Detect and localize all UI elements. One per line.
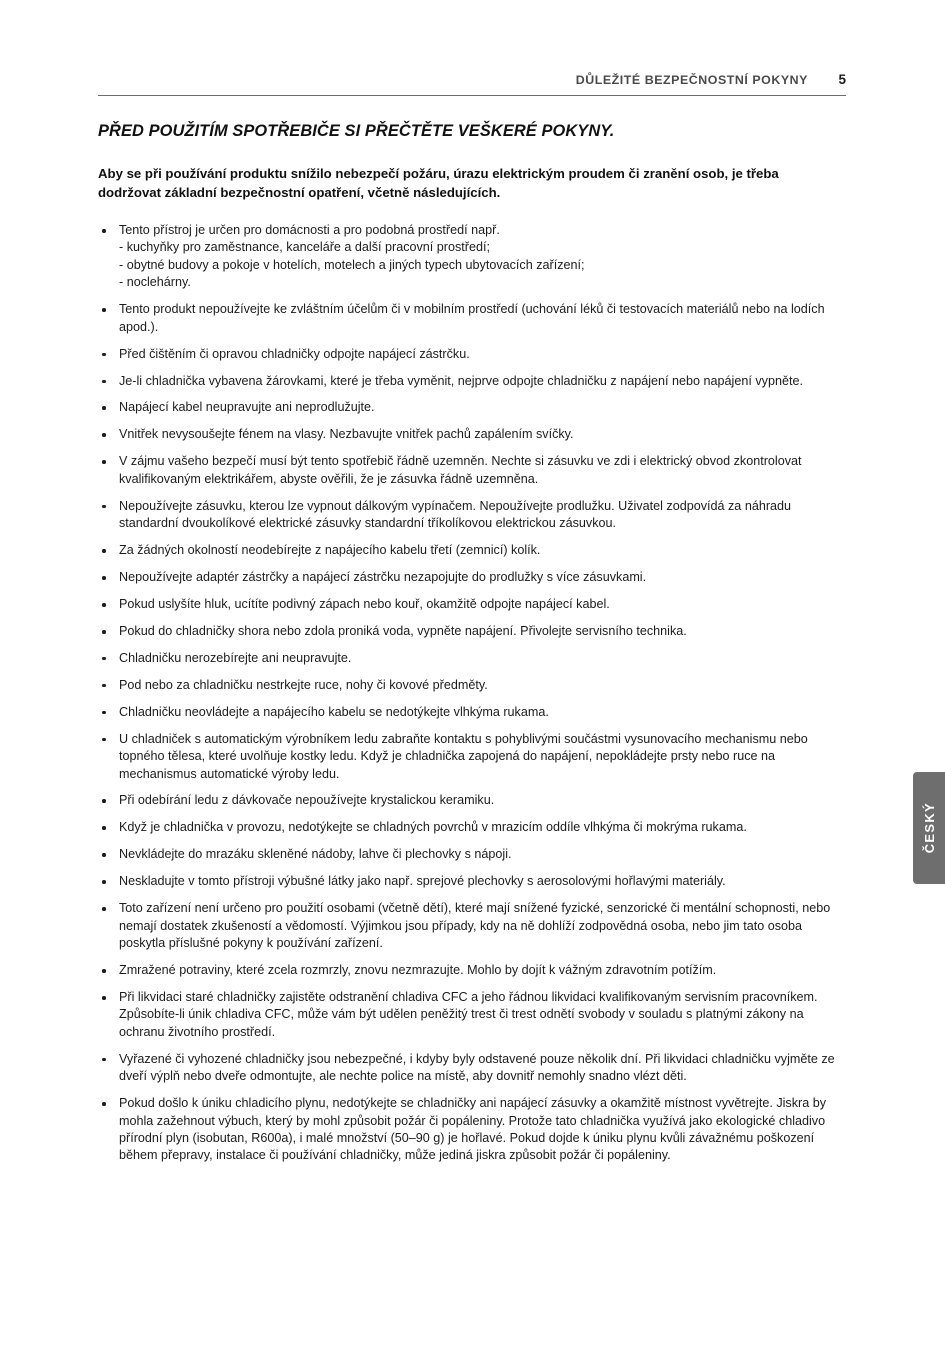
list-item-text: Toto zařízení není určeno pro použití osobami (včetně dětí), které mají snížené fyzické, senzorické či mentální schopnosti, nebo nemají dostatek zkušeností a vědomostí. Výjimkou jsou případy, kdy na ně dohlíží zodpovědná osoba, nebo jim tato osoba poskytla příslušné pokyny k používání zařízení. — [119, 901, 831, 951]
header-page-number: 5 — [838, 72, 846, 87]
list-item-text: Tento produkt nepoužívejte ke zvláštním účelům či v mobilním prostředí (uchování léků či testovacích materiálů nebo na lodích apod.). — [119, 302, 825, 334]
list-item-text: Když je chladnička v provozu, nedotýkejte se chladných povrchů v mrazicím oddíle vlhkýma či mokrýma rukama. — [119, 820, 747, 835]
list-item-text: Před čištěním či opravou chladničky odpojte napájecí zástrčku. — [119, 346, 470, 361]
list-item — [98, 222, 850, 292]
page-header — [98, 72, 846, 96]
page-title: PŘED POUŽITÍM SPOTŘEBIČE SI PŘEČTĚTE VEŠKERÉ POKYNY. — [98, 122, 615, 140]
list-item-text: Pokud došlo k úniku chladicího plynu, nedotýkejte se chladničky ani napájecí zásuvky a okamžitě místnost vyvětrejte. Jiskra by mohla zažehnout výbuch, který by mohl způsobit požár či popáleniny. Protože tato chladnička využívá jako ekologické chladivo přírodní plyn (isobutan, R600a), i malé množství (50–90 g) je hořlavé. Pokud dojde k úniku plynu kvůli závažnému poškození během přepravy, instalace či používání chladničky, může jediná jiskra způsobit požár či popáleniny. — [119, 1096, 827, 1163]
list-item — [98, 346, 850, 363]
list-item — [98, 596, 850, 613]
list-item — [98, 792, 850, 809]
list-item-text: Vnitřek nevysoušejte fénem na vlasy. Nezbavujte vnitřek pachů zapálením svíčky. — [119, 427, 574, 442]
list-item-text: Nepoužívejte adaptér zástrčky a napájecí zástrčku nezapojujte do prodlužky s více zásuvkami. — [119, 570, 647, 585]
list-item — [98, 569, 850, 586]
header-section-title: DŮLEŽITÉ BEZPEČNOSTNÍ POKYNY — [575, 73, 808, 87]
list-item — [98, 819, 850, 836]
list-item — [98, 846, 850, 863]
list-item — [98, 1095, 850, 1165]
list-item — [98, 677, 850, 694]
list-item — [98, 426, 850, 443]
list-item — [98, 498, 850, 533]
list-item — [98, 704, 850, 721]
list-item-text: V zájmu vašeho bezpečí musí být tento spotřebič řádně uzemněn. Nechte si zásuvku ve zdi i elektrický obvod zkontrolovat kvalifikovaným elektrikářem, abyste ověřili, že je zásuvka řádně uzemněna. — [119, 454, 802, 486]
list-item-text: Chladničku neovládejte a napájecího kabelu se nedotýkejte vlhkýma rukama. — [119, 704, 549, 719]
list-item-text: Napájecí kabel neupravujte ani neprodlužujte. — [119, 400, 375, 415]
list-item-text: Pod nebo za chladničku nestrkejte ruce, nohy či kovové předměty. — [119, 677, 488, 692]
list-item-text: Za žádných okolností neodebírejte z napájecího kabelu třetí (zemnicí) kolík. — [119, 543, 541, 558]
list-item-subline: - noclehárny. — [119, 275, 191, 290]
list-item-text: Při likvidaci staré chladničky zajistěte odstranění chladiva CFC a jeho řádnou likvidaci kvalifikovaným servisním pracovníkem. Způsobíte-li únik chladiva CFC, může vám být udělen peněžitý trest či trest odnětí svobody v souladu s platnými zákony na ochranu životního prostředí. — [119, 989, 818, 1039]
list-item-text: U chladniček s automatickým výrobníkem ledu zabraňte kontaktu s pohyblivými součástmi vysunovacího mechanismu nebo topného tělesa, které uvolňuje kostky ledu. Když je chladnička zapojená do napájení, nepokládejte prsty nebo ruce na mechanismus automatické výroby ledu. — [119, 731, 808, 781]
language-side-tab-label: ČESKÝ — [921, 802, 937, 854]
safety-instructions-list — [98, 222, 850, 1165]
list-item — [98, 373, 850, 390]
list-item-text: Nevkládejte do mrazáku skleněné nádoby, lahve či plechovky s nápoji. — [119, 847, 512, 862]
list-item — [98, 650, 850, 667]
list-item-text: Tento přístroj je určen pro domácnosti a pro podobná prostředí např. — [119, 222, 500, 237]
list-item-text: Chladničku nerozebírejte ani neupravujte. — [119, 650, 352, 665]
list-item — [98, 542, 850, 559]
list-item — [98, 873, 850, 890]
list-item — [98, 900, 850, 952]
list-item-subline: - obytné budovy a pokoje v hotelích, motelech a jiných typech ubytovacích zařízení; — [119, 257, 585, 272]
language-side-tab — [913, 772, 945, 884]
list-item — [98, 301, 850, 336]
list-item-text: Vyřazené či vyhozené chladničky jsou nebezpečné, i kdyby byly odstavené pouze několik dní. Při likvidaci chladničku vyjměte ze dveří výplň nebo dveře odmontujte, ale nechte police na místě, aby dovnitř nemohly snadno vlézt děti. — [119, 1051, 835, 1084]
list-item-text: Nepoužívejte zásuvku, kterou lze vypnout dálkovým vypínačem. Nepoužívejte prodlužku. Uživatel zodpovídá za náhradu standardní dvoukolíkové elektrické zásuvky standardní tříkolíkovou elektrickou zásuvkou. — [119, 498, 792, 531]
page-content — [98, 122, 850, 1174]
list-item-text: Neskladujte v tomto přístroji výbušné látky jako např. sprejové plechovky s aerosolovými hořlavými materiály. — [119, 874, 726, 889]
list-item-text: Je-li chladnička vybavena žárovkami, které je třeba vyměnit, nejprve odpojte chladničku z napájení nebo napájení vypněte. — [119, 373, 803, 388]
lead-paragraph: Aby se při používání produktu snížilo nebezpečí požáru, úrazu elektrickým proudem či zranění osob, je třeba dodržovat základní bezpečnostní opatření, včetně následujících. — [98, 165, 779, 200]
list-item — [98, 623, 850, 640]
list-item — [98, 453, 850, 488]
list-item-text: Pokud uslyšíte hluk, ucítíte podivný zápach nebo kouř, okamžitě odpojte napájecí kabel. — [119, 596, 610, 611]
list-item — [98, 731, 850, 783]
list-item-text: Při odebírání ledu z dávkovače nepoužívejte krystalickou keramiku. — [119, 793, 495, 808]
list-item-text: Pokud do chladničky shora nebo zdola proniká voda, vypněte napájení. Přivolejte servisního technika. — [119, 623, 687, 638]
list-item — [98, 989, 850, 1041]
list-item-subline: - kuchyňky pro zaměstnance, kanceláře a další pracovní prostředí; — [119, 240, 490, 255]
list-item — [98, 962, 850, 979]
list-item — [98, 1051, 850, 1086]
list-item-text: Zmražené potraviny, které zcela rozmrzly, znovu nezmrazujte. Mohlo by dojít k vážným zdravotním potížím. — [119, 963, 717, 978]
list-item — [98, 399, 850, 416]
